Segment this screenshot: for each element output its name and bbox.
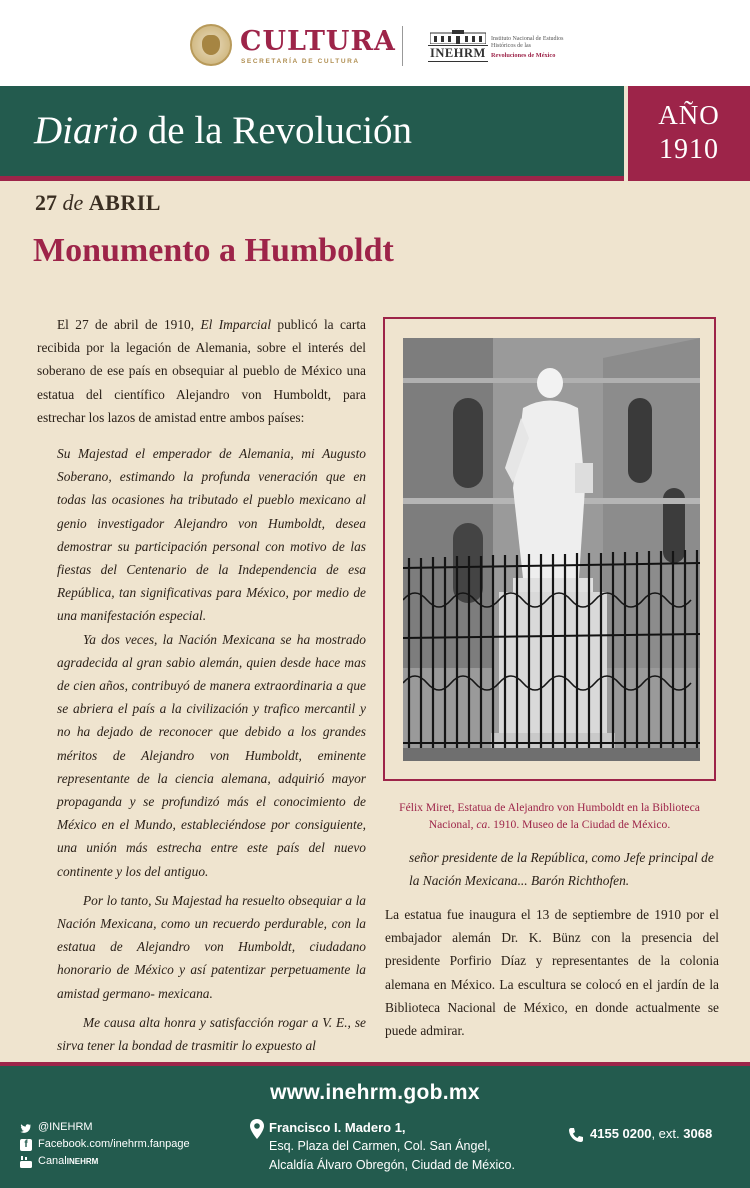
- phone-icon: [568, 1127, 584, 1143]
- page-title: [34, 108, 412, 153]
- quote-paragraph-3: Por lo tanto, Su Majestad ha resuelto obsequiar a la Nación Mexicana, como un recuerdo perdurable, con la estatua de Alejandro von Humboldt, ciudadano honorario de México y así patentizar perpetuamente la amistad germano- mexicana.: [57, 892, 366, 1001]
- closing-paragraph: La estatua fue inaugura el 13 de septiembre de 1910 por el embajador alemán Dr. K. Bünz con la presencia del presidente Porfirio Díaz y representantes de la colonia alemana en México. La escultura se colocó en el jardín de la Biblioteca Nacional de México, en donde actualmente se puede admirar.: [385, 907, 719, 1039]
- twitter-icon: [20, 1122, 32, 1134]
- inehrm-logo-word: INEHRM: [430, 46, 486, 60]
- address-line-1: Francisco I. Madero 1,: [269, 1120, 406, 1135]
- article-left-column: [37, 313, 366, 1057]
- facebook-link[interactable]: [20, 1136, 190, 1153]
- website-link[interactable]: www.inehrm.gob.mx: [270, 1081, 480, 1104]
- quote-paragraph-2: Ya dos veces, la Nación Mexicana se ha mostrado agradecida al gran sabio alemán, quien desde hace mas de cien años, contribuyó de manera extraordinaria a que se abriera el país a la civilización y trafico mercantil y no ha dejado de reconocer que debido a los grandes méritos de Alejandro von Humboldt, eminente representante de la ciencia alemana, adquirió mayor propaganda y se profundizó más el conocimiento de México en el Mundo, estableciéndose por consiguiente, una unión más estrecha entre este país del nuevo continente y los del antiguo.: [57, 631, 366, 879]
- date-day: 27: [35, 190, 57, 215]
- facebook-url: Facebook.com/inehrm.fanpage: [38, 1138, 190, 1150]
- cultura-logo-title: CULTURA: [240, 26, 396, 57]
- twitter-handle: @INEHRM: [38, 1121, 93, 1133]
- youtube-link[interactable]: [20, 1153, 190, 1170]
- address-line-2: Esq. Plaza del Carmen, Col. San Ángel,: [269, 1139, 491, 1153]
- twitter-link[interactable]: [20, 1119, 190, 1136]
- quote-paragraph-4: Me causa alta honra y satisfacción rogar a V. E., se sirva tener la bondad de trasmitir lo expuesto al: [57, 1014, 366, 1054]
- inehrm-logo-line1: Instituto Nacional de Estudios Históricos de las: [491, 36, 564, 49]
- year-badge: [624, 86, 750, 181]
- date-de: de: [62, 190, 84, 215]
- address-line-3: Alcaldía Álvaro Obregón, Ciudad de México.: [269, 1158, 515, 1172]
- title-rest: de la Revolución: [138, 109, 413, 152]
- cultura-logo-subtitle: SECRETARÍA DE CULTURA: [241, 58, 360, 65]
- facebook-icon: f: [20, 1139, 32, 1151]
- quote-continuation: señor presidente de la República, como Jefe principal de la Nación Mexicana... Barón Richthofen.: [409, 850, 714, 889]
- youtube-icon: [20, 1156, 32, 1168]
- quote-paragraph-1: Su Majestad el emperador de Alemania, mi Augusto Soberano, estimando la profunda veneración que en todas las ocasiones ha tributado el pueblo mexicano al genio investigador Alejandro von Humboldt, desea demostrar su participación personal con motivo de las fiestas del Centenario de la Independencia de esa República, tan significativas para México, por medio de una manifestación especial.: [57, 446, 366, 624]
- newspaper-name: El Imparcial: [200, 317, 272, 332]
- address: [269, 1118, 515, 1175]
- article-title: Monumento a Humboldt: [33, 232, 394, 269]
- logo-divider: [402, 26, 403, 66]
- caption-ca: ca: [476, 818, 488, 831]
- social-links: [20, 1119, 190, 1170]
- phone-number[interactable]: 4155 0200, ext. 3068: [590, 1126, 713, 1141]
- building-icon: [430, 30, 486, 44]
- intro-paragraph: El 27 de abril de 1910, El Imparcial publicó la carta recibida por la legación de Alemania, sobre el interés del soberano de ese país en obsequiar al pueblo de México una estatua del científico Alejandro von Humboldt, para estrechar los lazos de amistad entre ambos países:: [37, 317, 366, 425]
- title-italic: Diario: [34, 109, 139, 152]
- youtube-prefix: Canal: [38, 1155, 67, 1167]
- coat-of-arms-icon: [190, 24, 232, 66]
- humboldt-statue-photo: [403, 338, 700, 761]
- youtube-channel: INEHRM: [66, 1157, 99, 1166]
- entry-date: [35, 190, 161, 216]
- photo-caption: Félix Miret, Estatua de Alejandro von Humboldt en la Biblioteca Nacional, ca. 1910. Museo de la Ciudad de México.: [399, 801, 700, 831]
- year-value: 1910: [659, 134, 719, 165]
- footer: [0, 1066, 750, 1188]
- date-month: ABRIL: [88, 190, 161, 215]
- year-label: AÑO: [658, 100, 720, 130]
- location-pin-icon: [250, 1119, 264, 1139]
- inehrm-logo-line2: Revoluciones de México: [491, 52, 556, 59]
